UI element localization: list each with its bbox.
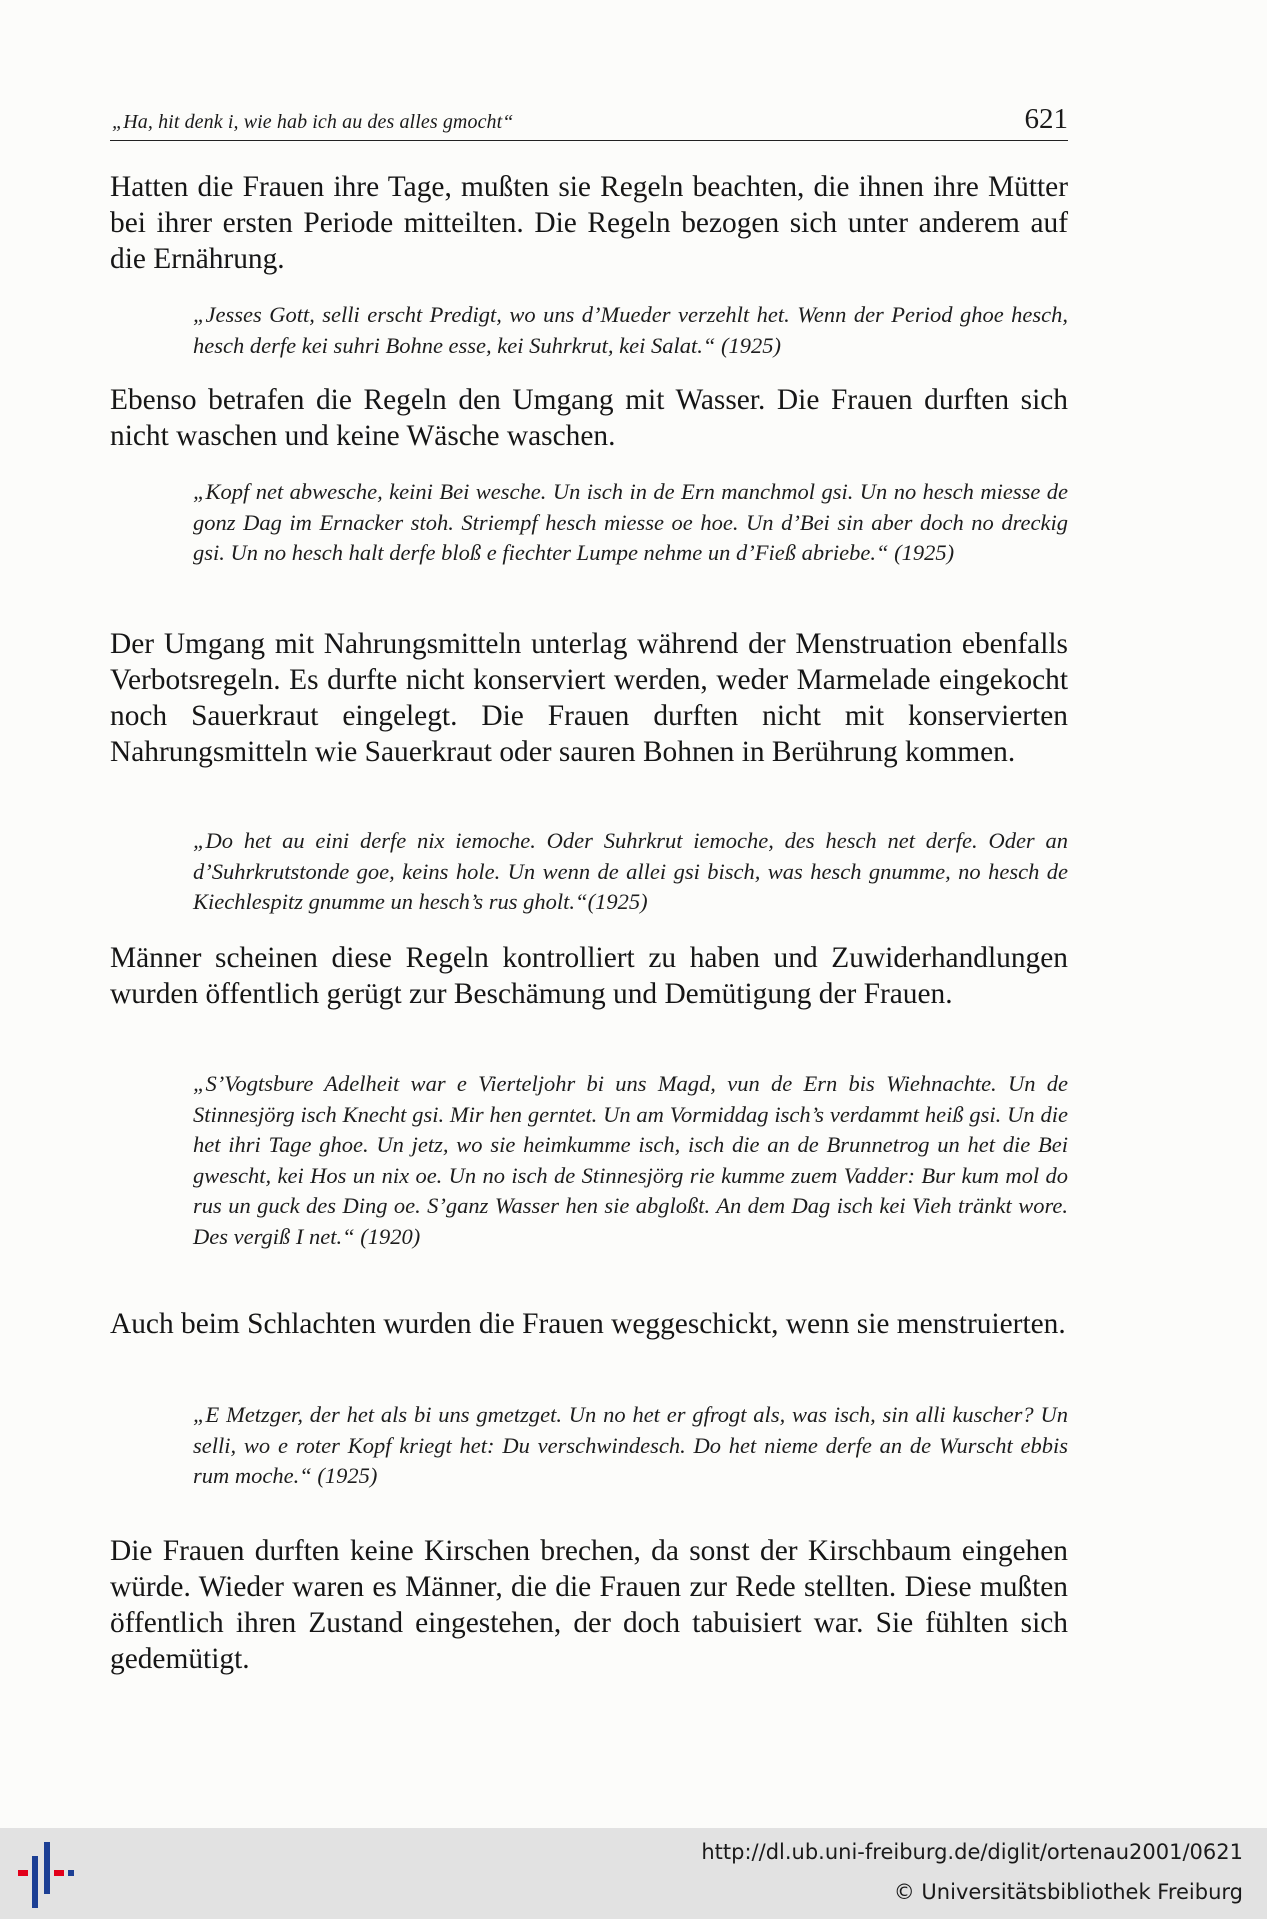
paragraph-4-block — [110, 940, 1068, 1012]
copyright-notice: © Universitätsbibliothek Freiburg — [893, 1880, 1243, 1904]
paragraph-1-block — [110, 169, 1068, 277]
dialect-quote: „Do het au eini derfe nix iemoche. Oder Suhrkrut iemoche, des hesch net derfe. Oder an d’Suhrkrutstonde goe, keins hole. Un wenn de allei gsi bisch, was hesch gnumme, no hesch de Kiechlespitz gnumme un hesch’s rus gholt.“(1925) — [193, 828, 1068, 914]
university-library-logo — [18, 1842, 82, 1908]
running-title: „Ha, hit denk i, wie hab ich au des alles gmocht“ — [112, 111, 514, 133]
paragraph-6-block — [110, 1533, 1068, 1677]
dialect-quote: „E Metzger, der het als bi uns gmetzget. Un no het er gfrogt als, was isch, sin alli kuscher? Un selli, wo e roter Kopf kriegt het: Du verschwindesch. Do het nieme derfe an de Wurscht ebbis rum moche.“ (1925) — [193, 1402, 1068, 1488]
page-number: 621 — [1024, 103, 1068, 135]
body-paragraph: Auch beim Schlachten wurden die Frauen weggeschickt, wenn sie menstruierten. — [110, 1308, 1066, 1340]
source-url-link[interactable]: http://dl.ub.uni-freiburg.de/diglit/ortenau2001/0621 — [701, 1840, 1243, 1864]
body-paragraph: Der Umgang mit Nahrungsmitteln unterlag während der Menstruation ebenfalls Verbotsregeln. Es durfte nicht konserviert werden, weder Marmelade eingekocht noch Sauerkraut eingelegt. Die Frauen durften nicht mit konservierten Nahrungsmitteln wie Sauerkraut oder sauren Bohnen in Berührung kommen. — [110, 628, 1068, 768]
body-paragraph: Hatten die Frauen ihre Tage, mußten sie Regeln beachten, die ihnen ihre Mütter bei ihrer ersten Periode mitteilten. Die Regeln bezogen sich unter anderem auf die Ernährung. — [110, 171, 1068, 275]
body-paragraph: Männer scheinen diese Regeln kontrolliert zu haben und Zuwiderhandlungen wurden öffentlich gerügt zur Beschämung und Demütigung der Frauen. — [110, 942, 1068, 1010]
paragraph-2-block — [110, 382, 1068, 454]
body-paragraph: Die Frauen durften keine Kirschen brechen, da sonst der Kirschbaum eingehen würde. Wieder waren es Männer, die die Frauen zur Rede stellten. Diese mußten öffentlich ihren Zustand eingestehen, der doch tabuisiert war. Sie fühlten sich gedemütigt. — [110, 1535, 1068, 1675]
body-paragraph: Ebenso betrafen die Regeln den Umgang mit Wasser. Die Frauen durften sich nicht waschen und keine Wäsche waschen. — [110, 384, 1068, 452]
dialect-quote: „Jesses Gott, selli erscht Predigt, wo uns d’Mueder verzehlt het. Wenn der Period ghoe hesch, hesch derfe kei suhri Bohne esse, kei Suhrkrut, kei Salat.“ (1925) — [193, 302, 1068, 358]
paragraph-3-block — [110, 626, 1068, 770]
dialect-quote: „Kopf net abwesche, keini Bei wesche. Un isch in de Ern manchmol gsi. Un no hesch miesse de gonz Dag im Ernacker stoh. Striempf hesch miesse oe hoe. Un d’Bei sin aber doch no dreckig gsi. Un no hesch halt derfe bloß e fiechter Lumpe nehme un d’Fieß abriebe.“ (1925) — [193, 479, 1068, 565]
dialect-quote: „S’Vogtsbure Adelheit war e Vierteljohr bi uns Magd, vun de Ern bis Wiehnachte. Un de Stinnesjörg isch Knecht gsi. Mir hen gerntet. Un am Vormiddag isch’s verdammt heiß gsi. Un die het ihri Tage ghoe. Un jetz, wo sie heimkumme isch, isch die an de Brunnetrog un het die Bei gwescht, kei Hos un nix oe. Un no isch de Stinnesjörg rie kumme zuem Vadder: Bur kum mol do rus un guck des Ding oe. S’ganz Wasser hen sie abgloßt. An dem Dag isch kei Vieh tränkt wore. Des vergiß I net.“ (1920) — [193, 1071, 1068, 1249]
paragraph-5-block — [110, 1306, 1068, 1342]
viewer-footer — [0, 1828, 1267, 1919]
running-head — [110, 98, 1068, 141]
